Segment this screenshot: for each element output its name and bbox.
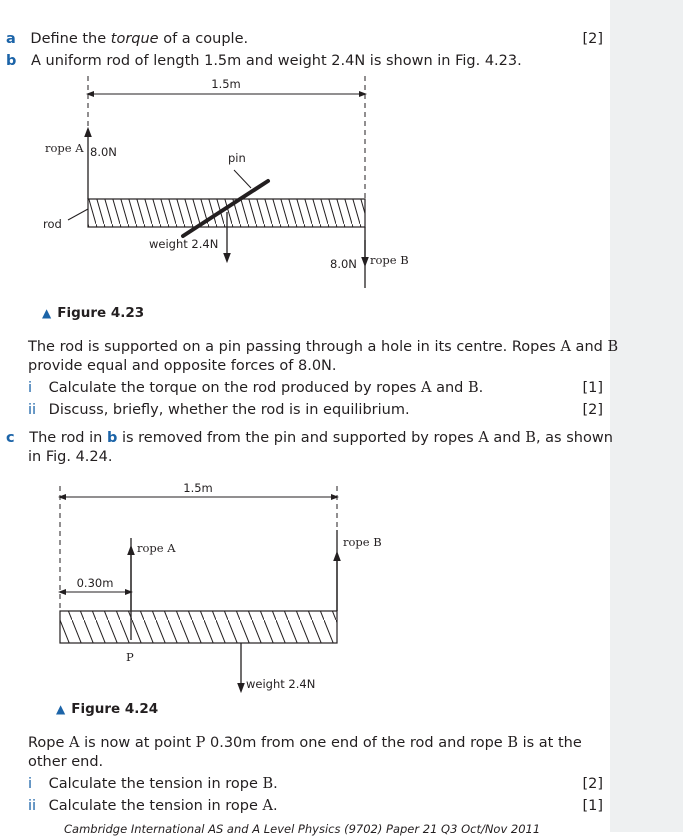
question-b-ii-text: Discuss, briefly, whether the rod is in equilibrium. [48,402,410,418]
weight-label: weight 2.4N [246,677,316,691]
question-c-ii-text: Calculate the tension in rope [48,798,263,814]
question-b-i-rope-a: A [420,380,432,396]
question-c-ii-end: . [273,798,278,814]
question-c-label: c [6,430,15,446]
part-c-desc-end: is at the [518,735,582,751]
question-a-label: a [6,31,16,47]
question-c-i-rope-b: B [262,776,274,792]
length-label: 1.5m [211,77,241,91]
question-b-ii [28,401,410,420]
question-a-emphasis: torque [110,31,159,47]
rope-b-label: rope B [370,253,409,267]
question-b-i-text: Calculate the torque on the rod produced by ropes [48,380,421,396]
figure-4-24-caption-text: Figure 4.24 [71,701,159,717]
question-b-i-label: i [28,380,33,396]
question-b-i-and: and [431,380,468,396]
question-b-i-rope-b: B [467,380,479,396]
question-a-marks: [2] [582,31,603,47]
rope-b-label: rope B [343,535,382,549]
question-c-text-end: , as shown [535,430,613,446]
question-c-ii [28,797,278,816]
question-c-i-marks: [2] [582,776,603,792]
rope-a-force: 8.0N [90,145,117,159]
question-b-i-end: . [478,380,484,396]
question-b-text: A uniform rod of length 1.5m and weight 2.4N is shown in Fig. 4.23. [31,53,522,69]
weight-label: weight 2.4N [149,237,219,251]
part-c-desc-text: Rope [28,735,70,751]
figure-4-23-caption-text: Figure 4.23 [57,305,145,321]
part-c-desc-point-p: P [195,735,206,751]
figure-4-24 [0,470,683,710]
source-footer: Cambridge International AS and A Level Physics (9702) Paper 21 Q3 Oct/Nov 2011 [64,822,541,836]
caption-triangle-icon: ▲ [42,306,52,320]
question-b-i-marks: [1] [582,380,603,396]
question-b-ii-marks: [2] [582,402,603,418]
offset-label: 0.30m [76,576,114,590]
question-c-line2: in Fig. 4.24. [28,449,113,465]
question-b-ii-label: ii [28,402,37,418]
part-c-description-line2: other end. [28,754,104,770]
figure-4-23 [0,0,683,300]
question-c-i [28,775,278,794]
question-b-i [28,379,483,398]
question-c-text-mid: is removed from the pin and supported by ropes [117,430,479,446]
rod-leader-line [68,209,88,220]
question-c-ii-rope-a: A [262,798,274,814]
pin-leader-line [234,170,251,188]
part-c-desc-mid: is now at point [79,735,196,751]
part-b-desc-and: and [570,339,608,355]
part-c-desc-post: 0.30m from one end of the rod and rope [205,735,508,751]
figure-4-23-caption [42,305,144,321]
question-c-ref: b [106,430,118,446]
part-b-description-line1 [28,338,618,357]
question-c-i-label: i [28,776,33,792]
figure-4-24-caption [56,701,158,717]
question-c-ii-label: ii [28,798,37,814]
rod-label: rod [43,217,62,231]
question-c-i-text: Calculate the tension in rope [48,776,263,792]
pin-label: pin [228,151,246,165]
part-b-desc-rope-b: B [607,339,619,355]
question-a-text-end: of a couple. [158,31,249,47]
part-b-desc-text: The rod is supported on a pin passing through a hole in its centre. Ropes [28,339,561,355]
question-a-text: Define the [30,31,111,47]
part-c-desc-rope-a: A [69,735,80,751]
length-label: 1.5m [183,481,213,495]
part-b-description-line2: provide equal and opposite forces of 8.0N. [28,358,337,374]
question-c-rope-b: B [525,430,536,446]
part-c-desc-rope-b: B [507,735,518,751]
rod [60,611,337,643]
caption-triangle-icon: ▲ [56,702,66,716]
question-c-ii-marks: [1] [582,798,603,814]
question-c-i-end: . [273,776,278,792]
rope-a-label: rope A [137,541,176,555]
part-b-desc-rope-a: A [560,339,571,355]
rope-b-force: 8.0N [330,257,357,271]
question-c-text: The rod in [29,430,107,446]
question-b-label: b [6,53,17,69]
question-c [6,429,613,448]
part-c-description-line1 [28,734,582,753]
point-p-label: P [126,650,134,664]
question-c-rope-a: A [478,430,489,446]
rope-a-label: rope A [45,141,84,155]
question-c-and: and [488,430,526,446]
